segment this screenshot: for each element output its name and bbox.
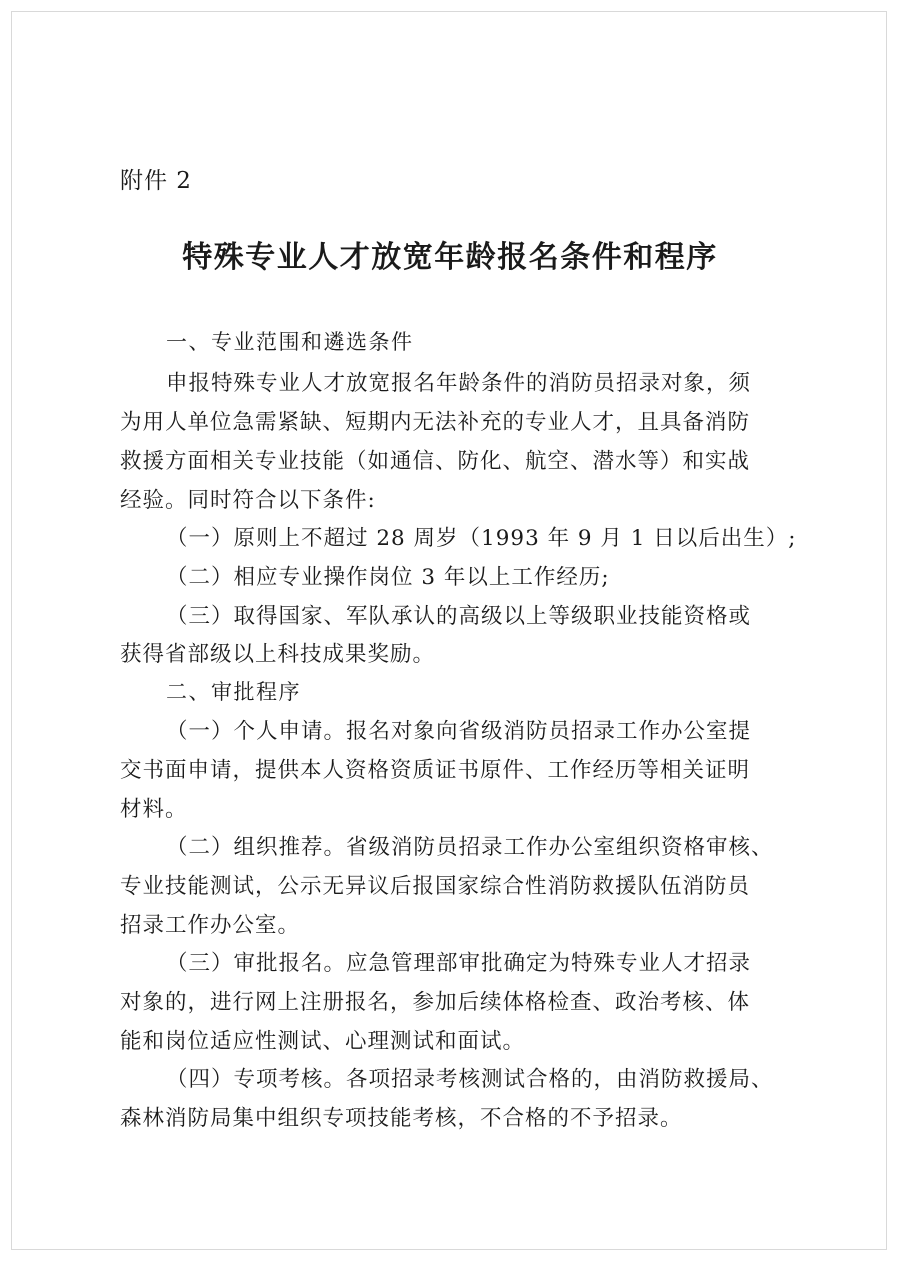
step-3-line: 能和岗位适应性测试、心理测试和面试。 bbox=[120, 1029, 526, 1054]
step-3-line: （三）审批报名。应急管理部审批确定为特殊专业人才招录 bbox=[166, 951, 752, 976]
step-1-line: 交书面申请，提供本人资格资质证书原件、工作经历等相关证明 bbox=[120, 758, 751, 783]
step-1-line: 材料。 bbox=[120, 797, 188, 822]
step-2-line: 专业技能测试，公示无异议后报国家综合性消防救援队伍消防员 bbox=[120, 874, 751, 899]
condition-item-3-continuation: 获得省部级以上科技成果奖励。 bbox=[120, 642, 436, 667]
section-1-paragraph-line: 为用人单位急需紧缺、短期内无法补充的专业人才，且具备消防 bbox=[120, 410, 751, 435]
section-2-heading: 二、审批程序 bbox=[166, 680, 301, 704]
attachment-label: 附件 2 bbox=[120, 168, 192, 194]
section-1-paragraph-line: 申报特殊专业人才放宽报名年龄条件的消防员招录对象，须 bbox=[166, 371, 752, 396]
step-2-line: （二）组织推荐。省级消防员招录工作办公室组织资格审核、 bbox=[166, 835, 774, 860]
document-title: 特殊专业人才放宽年龄报名条件和程序 bbox=[182, 240, 718, 275]
step-4-line: 森林消防局集中组织专项技能考核，不合格的不予招录。 bbox=[120, 1106, 683, 1131]
condition-item-3: （三）取得国家、军队承认的高级以上等级职业技能资格或 bbox=[166, 604, 752, 629]
section-1-heading: 一、专业范围和遴选条件 bbox=[166, 330, 414, 354]
condition-item-1: （一）原则上不超过 28 周岁（1993 年 9 月 1 日以后出生）; bbox=[166, 526, 797, 551]
step-2-line: 招录工作办公室。 bbox=[120, 913, 301, 938]
step-3-line: 对象的，进行网上注册报名，参加后续体格检查、政治考核、体 bbox=[120, 990, 751, 1015]
step-1-line: （一）个人申请。报名对象向省级消防员招录工作办公室提 bbox=[166, 719, 752, 744]
section-1-paragraph-line: 经验。同时符合以下条件: bbox=[120, 488, 376, 513]
step-4-line: （四）专项考核。各项招录考核测试合格的，由消防救援局、 bbox=[166, 1067, 774, 1092]
condition-item-2: （二）相应专业操作岗位 3 年以上工作经历; bbox=[166, 565, 610, 590]
section-1-paragraph-line: 救援方面相关专业技能（如通信、防化、航空、潜水等）和实战 bbox=[120, 449, 751, 474]
